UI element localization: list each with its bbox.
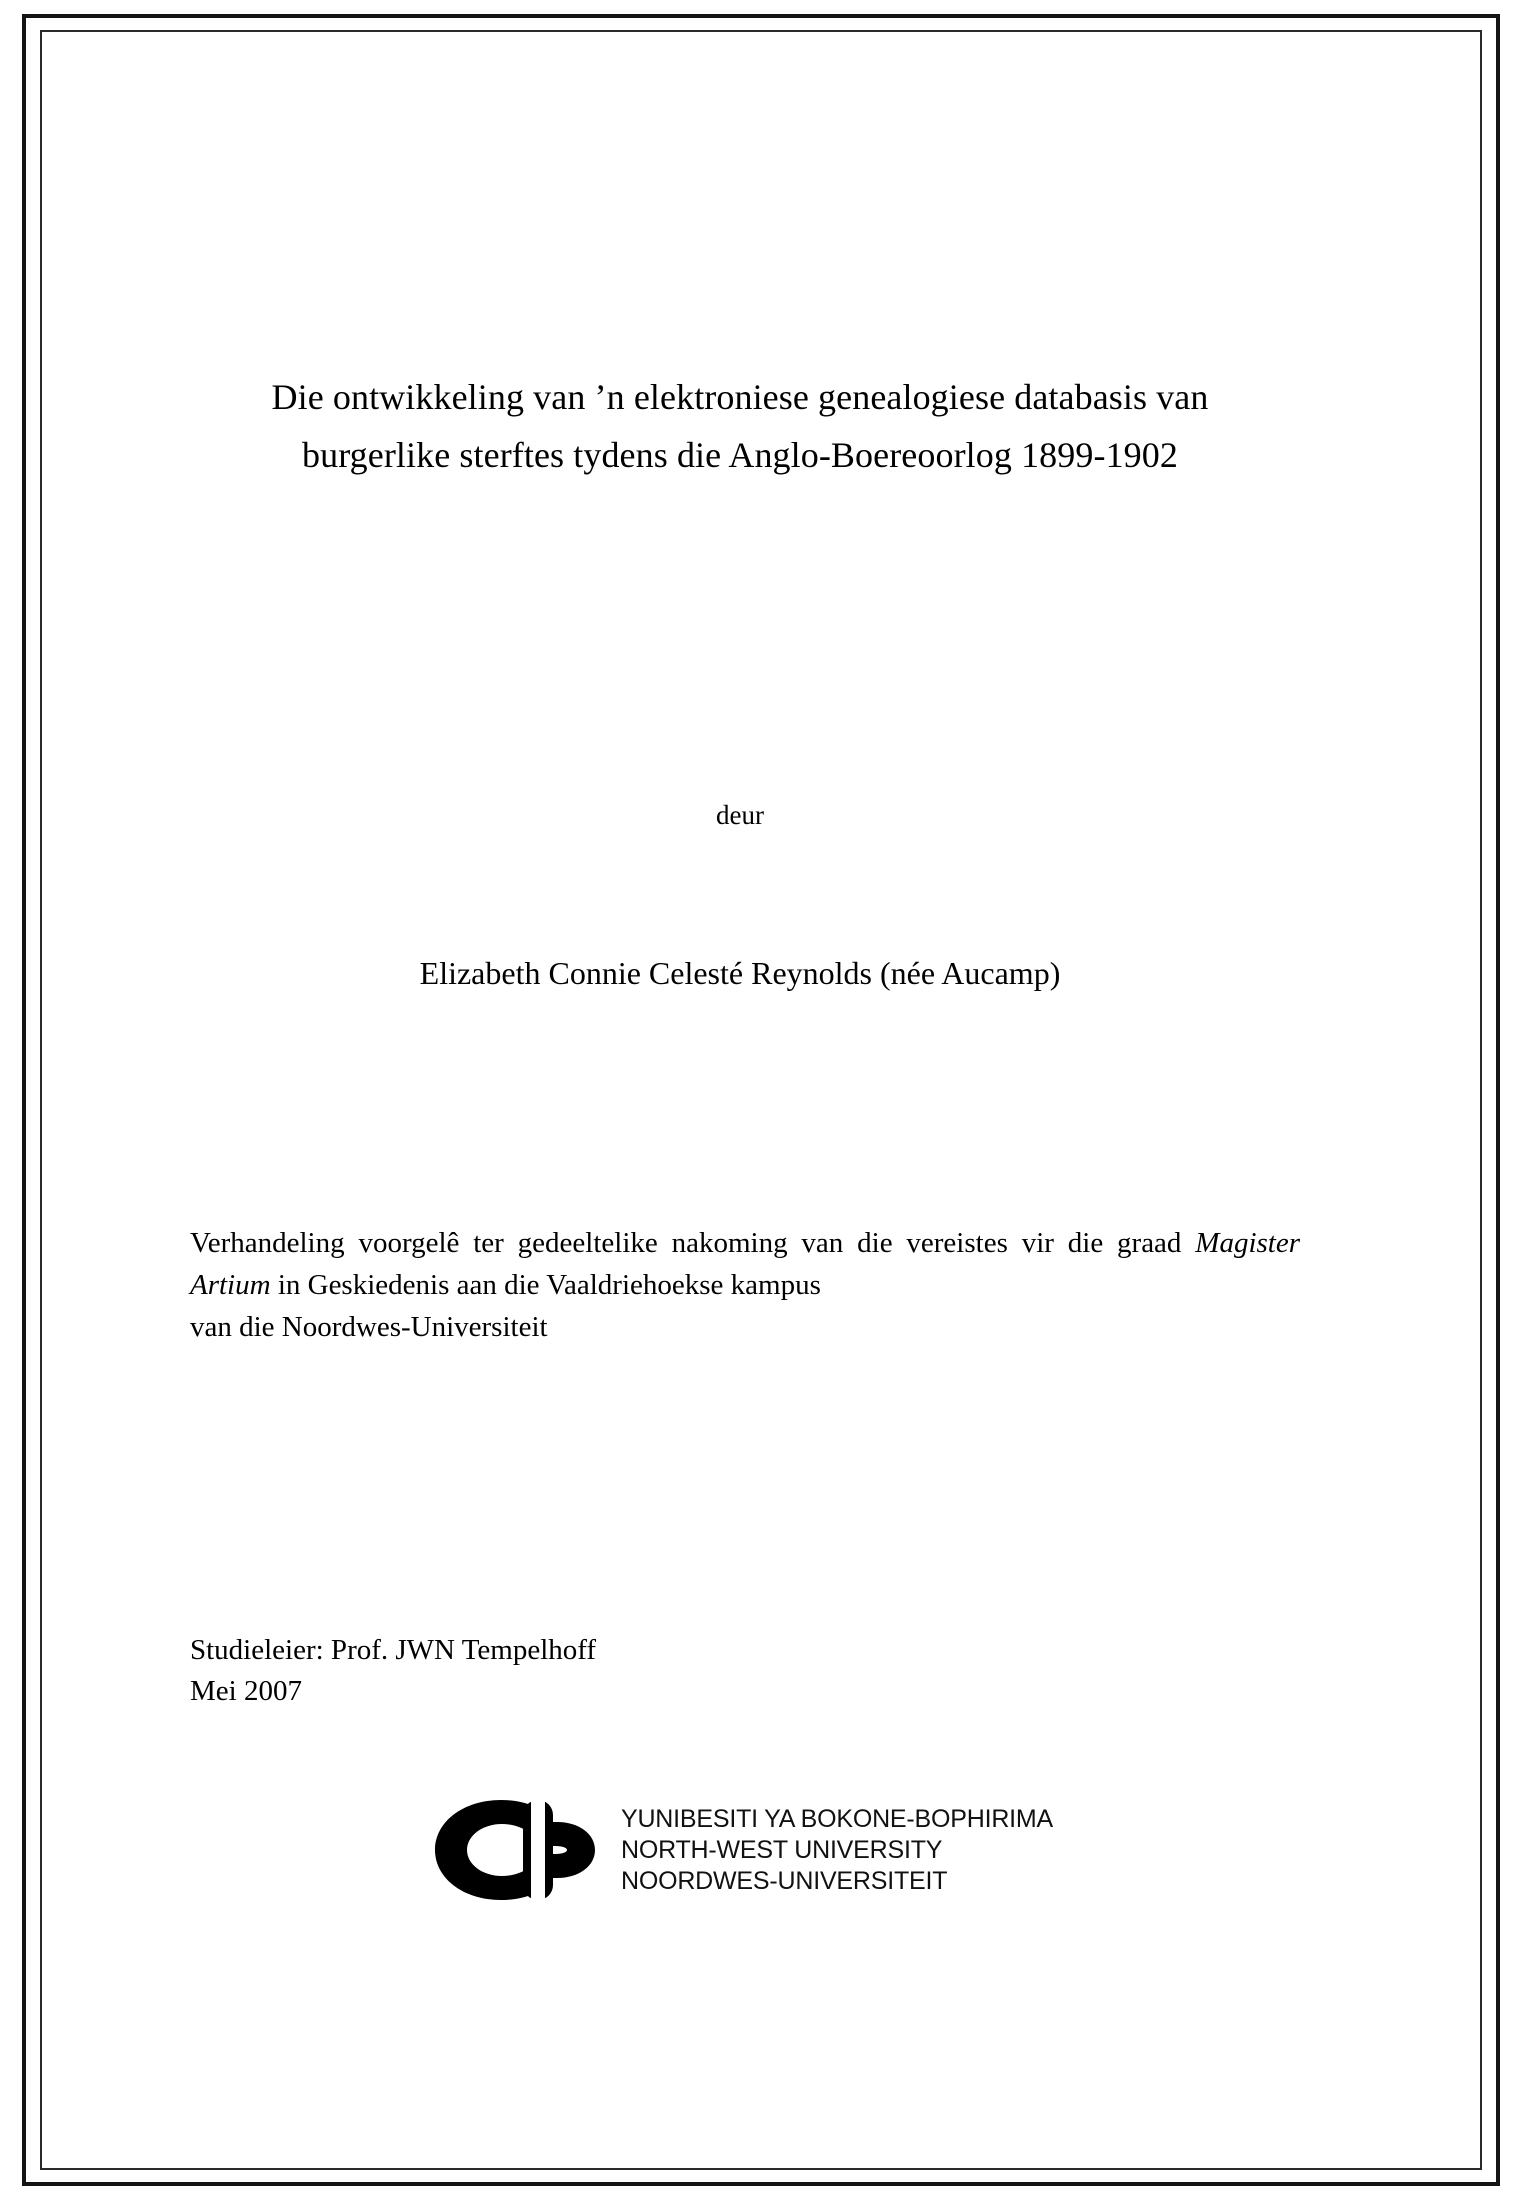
statement-part-1: Verhandeling voorgelê ter gedeeltelike nakoming van die vereistes vir die graad — [190, 1227, 1196, 1259]
title-line-1: Die ontwikkeling van ’n elektroniese genealogiese databasis van — [271, 377, 1209, 417]
supervisor-line: Studieleier: Prof. JWN Tempelhoff — [190, 1634, 597, 1666]
university-logo-text — [621, 1804, 1053, 1897]
north-west-university-logo-icon — [427, 1792, 613, 1908]
logo-line-2: NORTH-WEST UNIVERSITY — [620, 1835, 943, 1864]
logo-line-3: NOORDWES-UNIVERSITEIT — [620, 1866, 948, 1895]
logo-line-1: YUNIBESITI YA BOKONE-BOPHIRIMA — [620, 1804, 1054, 1833]
author-name: Elizabeth Connie Celesté Reynolds (née Aucamp) — [419, 955, 1061, 991]
page-title — [150, 368, 1330, 485]
degree-name: Magister Artium — [190, 1227, 1300, 1302]
supervisor-block — [190, 1630, 1300, 1712]
statement-part-2: in Geskiedenis aan die Vaaldriehoekse kampus — [270, 1269, 821, 1302]
date-line: Mei 2007 — [190, 1675, 302, 1708]
page-content — [150, 0, 1330, 2206]
university-logo — [150, 1792, 1330, 1908]
by-label: deur — [716, 800, 764, 830]
degree-statement-paragraph — [190, 1222, 1300, 1306]
title-line-2: burgerlike sterftes tydens die Anglo-Boereoorlog 1899-1902 — [302, 435, 1178, 476]
statement-part-3: van die Noordwes-Universiteit — [190, 1311, 548, 1344]
degree-statement — [190, 1222, 1300, 1348]
